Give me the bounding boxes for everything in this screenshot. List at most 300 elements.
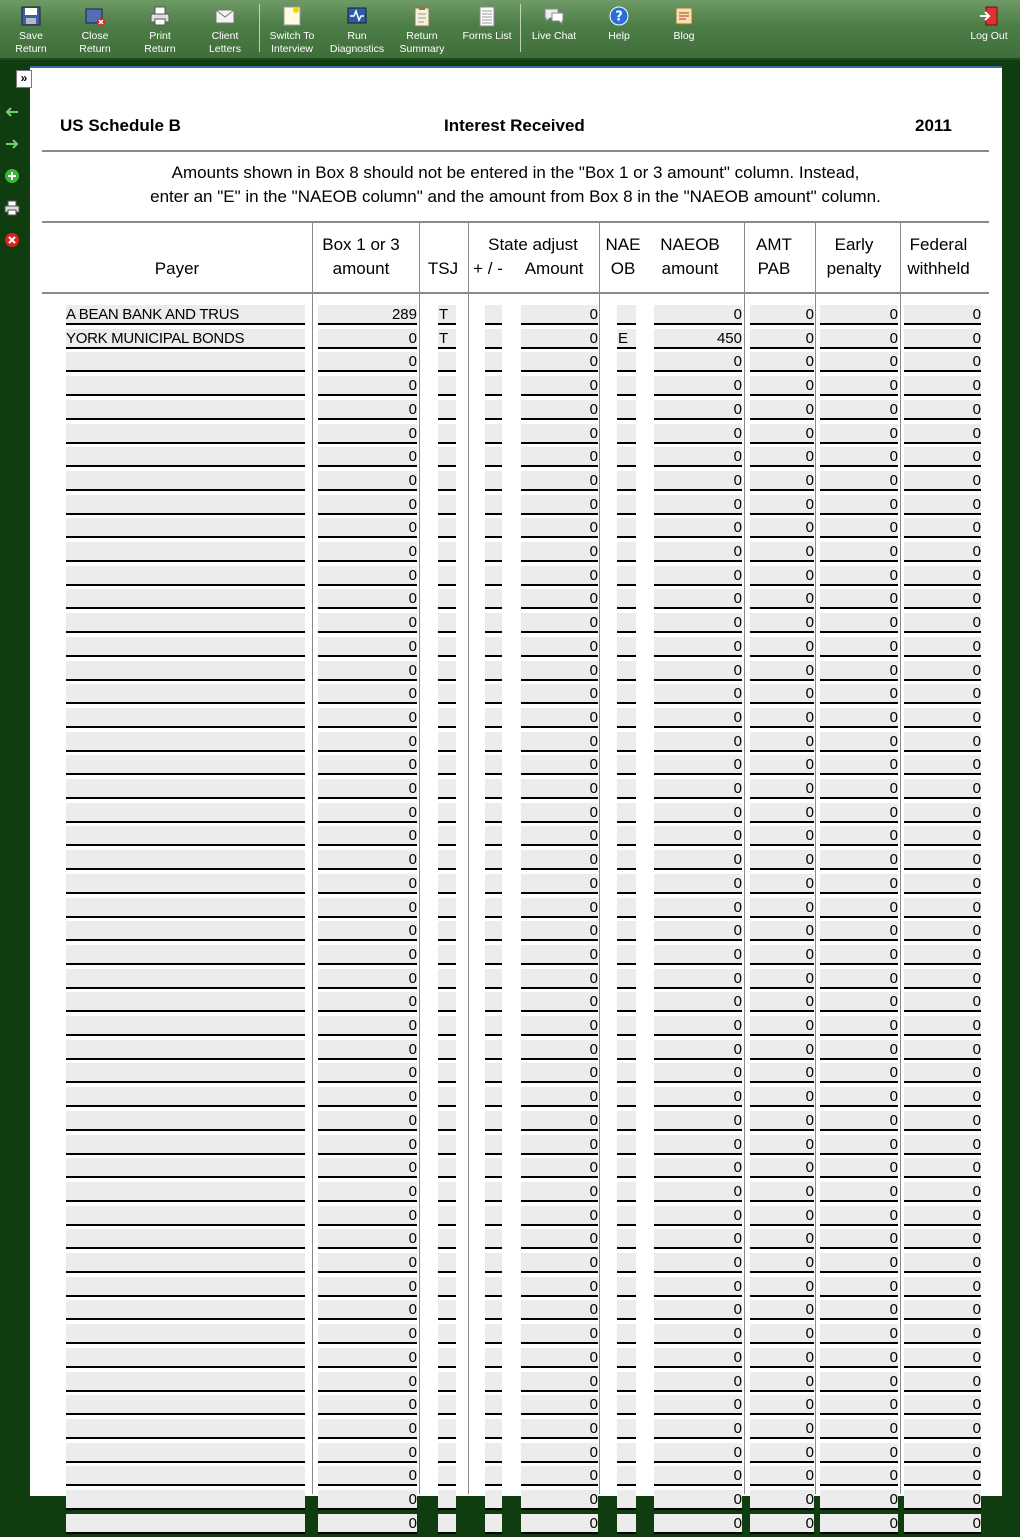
payer-field[interactable] [66, 1348, 305, 1368]
naeob-amount-field[interactable]: 0 [654, 1135, 742, 1155]
tsj-field[interactable] [438, 969, 456, 989]
federal-withheld-field[interactable]: 0 [904, 1443, 981, 1463]
state-adjust-amount-field[interactable]: 0 [521, 1466, 598, 1486]
list-button[interactable] [456, 3, 518, 57]
amt-pab-field[interactable]: 0 [750, 874, 814, 894]
naeob-amount-field[interactable]: 0 [654, 400, 742, 420]
state-adjust-amount-field[interactable]: 0 [521, 518, 598, 538]
naeob-code-field[interactable] [617, 874, 636, 894]
payer-field[interactable] [66, 1466, 305, 1486]
state-adjust-amount-field[interactable]: 0 [521, 1443, 598, 1463]
early-penalty-field[interactable]: 0 [820, 424, 898, 444]
state-adjust-sign-field[interactable] [485, 1395, 502, 1415]
payer-field[interactable] [66, 1206, 305, 1226]
collapse-panel-toggle[interactable]: » [16, 70, 32, 88]
tsj-field[interactable] [438, 1514, 456, 1534]
diagnostics-button[interactable] [326, 3, 388, 57]
federal-withheld-field[interactable]: 0 [904, 352, 981, 372]
naeob-amount-field[interactable]: 0 [654, 471, 742, 491]
tsj-field[interactable] [438, 1087, 456, 1107]
amt-pab-field[interactable]: 0 [750, 352, 814, 372]
amt-pab-field[interactable]: 0 [750, 1229, 814, 1249]
amt-pab-field[interactable]: 0 [750, 708, 814, 728]
naeob-amount-field[interactable]: 0 [654, 945, 742, 965]
payer-field[interactable] [66, 471, 305, 491]
state-adjust-sign-field[interactable] [485, 1040, 502, 1060]
payer-field[interactable] [66, 1443, 305, 1463]
state-adjust-sign-field[interactable] [485, 1490, 502, 1510]
tsj-field[interactable] [438, 376, 456, 396]
state-adjust-amount-field[interactable]: 0 [521, 1372, 598, 1392]
state-adjust-amount-field[interactable]: 0 [521, 708, 598, 728]
state-adjust-amount-field[interactable]: 0 [521, 1395, 598, 1415]
federal-withheld-field[interactable]: 0 [904, 732, 981, 752]
amt-pab-field[interactable]: 0 [750, 400, 814, 420]
federal-withheld-field[interactable]: 0 [904, 1206, 981, 1226]
early-penalty-field[interactable]: 0 [820, 613, 898, 633]
payer-field[interactable] [66, 1229, 305, 1249]
naeob-code-field[interactable] [617, 755, 636, 775]
federal-withheld-field[interactable]: 0 [904, 1135, 981, 1155]
box1-amount-field[interactable]: 0 [318, 992, 417, 1012]
state-adjust-sign-field[interactable] [485, 518, 502, 538]
federal-withheld-field[interactable]: 0 [904, 424, 981, 444]
payer-field[interactable] [66, 1419, 305, 1439]
amt-pab-field[interactable]: 0 [750, 684, 814, 704]
box1-amount-field[interactable]: 0 [318, 1514, 417, 1534]
tsj-field[interactable] [438, 898, 456, 918]
box1-amount-field[interactable]: 0 [318, 376, 417, 396]
naeob-code-field[interactable] [617, 1419, 636, 1439]
box1-amount-field[interactable]: 0 [318, 1087, 417, 1107]
naeob-code-field[interactable] [617, 1466, 636, 1486]
state-adjust-sign-field[interactable] [485, 589, 502, 609]
early-penalty-field[interactable]: 0 [820, 1063, 898, 1083]
state-adjust-sign-field[interactable] [485, 1158, 502, 1178]
state-adjust-sign-field[interactable] [485, 755, 502, 775]
federal-withheld-field[interactable]: 0 [904, 542, 981, 562]
tsj-field[interactable] [438, 1277, 456, 1297]
tsj-field[interactable] [438, 518, 456, 538]
federal-withheld-field[interactable]: 0 [904, 589, 981, 609]
payer-field[interactable] [66, 352, 305, 372]
tsj-field[interactable] [438, 1158, 456, 1178]
early-penalty-field[interactable]: 0 [820, 708, 898, 728]
tsj-field[interactable] [438, 589, 456, 609]
amt-pab-field[interactable]: 0 [750, 1277, 814, 1297]
naeob-code-field[interactable] [617, 376, 636, 396]
naeob-code-field[interactable] [617, 1111, 636, 1131]
state-adjust-amount-field[interactable]: 0 [521, 1040, 598, 1060]
federal-withheld-field[interactable]: 0 [904, 1395, 981, 1415]
tsj-field[interactable] [438, 945, 456, 965]
amt-pab-field[interactable]: 0 [750, 495, 814, 515]
early-penalty-field[interactable]: 0 [820, 661, 898, 681]
tsj-field[interactable] [438, 708, 456, 728]
federal-withheld-field[interactable]: 0 [904, 1229, 981, 1249]
early-penalty-field[interactable]: 0 [820, 1040, 898, 1060]
tsj-field[interactable] [438, 1229, 456, 1249]
state-adjust-sign-field[interactable] [485, 803, 502, 823]
federal-withheld-field[interactable]: 0 [904, 850, 981, 870]
naeob-amount-field[interactable]: 0 [654, 992, 742, 1012]
payer-field[interactable] [66, 1016, 305, 1036]
state-adjust-sign-field[interactable] [485, 1419, 502, 1439]
federal-withheld-field[interactable]: 0 [904, 495, 981, 515]
state-adjust-amount-field[interactable]: 0 [521, 589, 598, 609]
naeob-code-field[interactable] [617, 898, 636, 918]
payer-field[interactable] [66, 850, 305, 870]
state-adjust-amount-field[interactable]: 0 [521, 1419, 598, 1439]
state-adjust-amount-field[interactable]: 0 [521, 661, 598, 681]
state-adjust-sign-field[interactable] [485, 447, 502, 467]
early-penalty-field[interactable]: 0 [820, 826, 898, 846]
tsj-field[interactable] [438, 424, 456, 444]
payer-field[interactable] [66, 1324, 305, 1344]
federal-withheld-field[interactable]: 0 [904, 1158, 981, 1178]
box1-amount-field[interactable]: 0 [318, 969, 417, 989]
state-adjust-amount-field[interactable]: 0 [521, 1111, 598, 1131]
naeob-code-field[interactable] [617, 1229, 636, 1249]
payer-field[interactable] [66, 1158, 305, 1178]
naeob-code-field[interactable] [617, 969, 636, 989]
early-penalty-field[interactable]: 0 [820, 945, 898, 965]
tsj-field[interactable] [438, 1300, 456, 1320]
amt-pab-field[interactable]: 0 [750, 589, 814, 609]
federal-withheld-field[interactable]: 0 [904, 305, 981, 325]
state-adjust-amount-field[interactable]: 0 [521, 684, 598, 704]
early-penalty-field[interactable]: 0 [820, 1466, 898, 1486]
state-adjust-amount-field[interactable]: 0 [521, 1300, 598, 1320]
box1-amount-field[interactable]: 0 [318, 352, 417, 372]
box1-amount-field[interactable]: 0 [318, 637, 417, 657]
early-penalty-field[interactable]: 0 [820, 1135, 898, 1155]
state-adjust-amount-field[interactable]: 0 [521, 1490, 598, 1510]
state-adjust-sign-field[interactable] [485, 613, 502, 633]
federal-withheld-field[interactable]: 0 [904, 518, 981, 538]
tsj-field[interactable] [438, 1206, 456, 1226]
naeob-amount-field[interactable]: 0 [654, 1324, 742, 1344]
state-adjust-amount-field[interactable]: 0 [521, 969, 598, 989]
print-icon[interactable] [4, 200, 20, 216]
early-penalty-field[interactable]: 0 [820, 518, 898, 538]
payer-field[interactable] [66, 1087, 305, 1107]
naeob-code-field[interactable] [617, 945, 636, 965]
naeob-amount-field[interactable]: 0 [654, 1111, 742, 1131]
federal-withheld-field[interactable]: 0 [904, 779, 981, 799]
naeob-code-field[interactable] [617, 1040, 636, 1060]
box1-amount-field[interactable]: 0 [318, 329, 417, 349]
naeob-code-field[interactable] [617, 566, 636, 586]
federal-withheld-field[interactable]: 0 [904, 708, 981, 728]
naeob-code-field[interactable] [617, 1514, 636, 1534]
box1-amount-field[interactable]: 0 [318, 850, 417, 870]
amt-pab-field[interactable]: 0 [750, 471, 814, 491]
early-penalty-field[interactable]: 0 [820, 1419, 898, 1439]
box1-amount-field[interactable]: 0 [318, 1253, 417, 1273]
tsj-field[interactable] [438, 779, 456, 799]
state-adjust-sign-field[interactable] [485, 1253, 502, 1273]
state-adjust-sign-field[interactable] [485, 969, 502, 989]
naeob-code-field[interactable] [617, 1324, 636, 1344]
early-penalty-field[interactable]: 0 [820, 1514, 898, 1534]
federal-withheld-field[interactable]: 0 [904, 1324, 981, 1344]
state-adjust-amount-field[interactable]: 0 [521, 921, 598, 941]
naeob-code-field[interactable] [617, 708, 636, 728]
payer-field[interactable] [66, 969, 305, 989]
naeob-code-field[interactable] [617, 1395, 636, 1415]
naeob-amount-field[interactable]: 0 [654, 305, 742, 325]
state-adjust-sign-field[interactable] [485, 898, 502, 918]
state-adjust-sign-field[interactable] [485, 1324, 502, 1344]
box1-amount-field[interactable]: 0 [318, 945, 417, 965]
box1-amount-field[interactable]: 0 [318, 1348, 417, 1368]
payer-field[interactable] [66, 708, 305, 728]
amt-pab-field[interactable]: 0 [750, 1490, 814, 1510]
naeob-amount-field[interactable]: 0 [654, 969, 742, 989]
state-adjust-sign-field[interactable] [485, 992, 502, 1012]
tsj-field[interactable] [438, 1443, 456, 1463]
delete-icon[interactable] [4, 232, 20, 248]
federal-withheld-field[interactable]: 0 [904, 637, 981, 657]
state-adjust-sign-field[interactable] [485, 684, 502, 704]
state-adjust-amount-field[interactable]: 0 [521, 898, 598, 918]
box1-amount-field[interactable]: 0 [318, 1111, 417, 1131]
naeob-amount-field[interactable]: 0 [654, 495, 742, 515]
tsj-field[interactable] [438, 874, 456, 894]
box1-amount-field[interactable]: 0 [318, 1206, 417, 1226]
naeob-code-field[interactable] [617, 1253, 636, 1273]
state-adjust-sign-field[interactable] [485, 826, 502, 846]
tsj-field[interactable] [438, 471, 456, 491]
amt-pab-field[interactable]: 0 [750, 898, 814, 918]
state-adjust-amount-field[interactable]: 0 [521, 1348, 598, 1368]
early-penalty-field[interactable]: 0 [820, 874, 898, 894]
naeob-code-field[interactable] [617, 1158, 636, 1178]
state-adjust-sign-field[interactable] [485, 376, 502, 396]
amt-pab-field[interactable]: 0 [750, 1253, 814, 1273]
naeob-amount-field[interactable]: 0 [654, 637, 742, 657]
box1-amount-field[interactable]: 0 [318, 1182, 417, 1202]
state-adjust-sign-field[interactable] [485, 1111, 502, 1131]
state-adjust-amount-field[interactable]: 0 [521, 566, 598, 586]
tsj-field[interactable] [438, 1016, 456, 1036]
amt-pab-field[interactable]: 0 [750, 779, 814, 799]
box1-amount-field[interactable]: 0 [318, 1016, 417, 1036]
early-penalty-field[interactable]: 0 [820, 329, 898, 349]
state-adjust-sign-field[interactable] [485, 1300, 502, 1320]
box1-amount-field[interactable]: 0 [318, 755, 417, 775]
naeob-amount-field[interactable]: 0 [654, 708, 742, 728]
tsj-field[interactable] [438, 1135, 456, 1155]
federal-withheld-field[interactable]: 0 [904, 1514, 981, 1534]
state-adjust-amount-field[interactable]: 0 [521, 1087, 598, 1107]
naeob-code-field[interactable] [617, 424, 636, 444]
tsj-field[interactable] [438, 1182, 456, 1202]
naeob-code-field[interactable] [617, 542, 636, 562]
payer-field[interactable] [66, 921, 305, 941]
early-penalty-field[interactable]: 0 [820, 400, 898, 420]
state-adjust-amount-field[interactable]: 0 [521, 542, 598, 562]
federal-withheld-field[interactable]: 0 [904, 1372, 981, 1392]
early-penalty-field[interactable]: 0 [820, 992, 898, 1012]
add-icon[interactable] [4, 168, 20, 184]
naeob-code-field[interactable] [617, 661, 636, 681]
federal-withheld-field[interactable]: 0 [904, 874, 981, 894]
early-penalty-field[interactable]: 0 [820, 755, 898, 775]
tsj-field[interactable] [438, 447, 456, 467]
payer-field[interactable] [66, 898, 305, 918]
naeob-code-field[interactable] [617, 1277, 636, 1297]
naeob-code-field[interactable] [617, 305, 636, 325]
state-adjust-sign-field[interactable] [485, 945, 502, 965]
state-adjust-amount-field[interactable]: 0 [521, 495, 598, 515]
state-adjust-amount-field[interactable]: 0 [521, 945, 598, 965]
early-penalty-field[interactable]: 0 [820, 1182, 898, 1202]
state-adjust-sign-field[interactable] [485, 400, 502, 420]
payer-field[interactable] [66, 1063, 305, 1083]
payer-field[interactable] [66, 400, 305, 420]
early-penalty-field[interactable]: 0 [820, 305, 898, 325]
naeob-amount-field[interactable]: 0 [654, 1419, 742, 1439]
box1-amount-field[interactable]: 0 [318, 803, 417, 823]
amt-pab-field[interactable]: 0 [750, 803, 814, 823]
tsj-field[interactable] [438, 1111, 456, 1131]
naeob-code-field[interactable]: E [617, 329, 636, 349]
amt-pab-field[interactable]: 0 [750, 447, 814, 467]
tsj-field[interactable] [438, 803, 456, 823]
box1-amount-field[interactable]: 0 [318, 589, 417, 609]
early-penalty-field[interactable]: 0 [820, 898, 898, 918]
naeob-amount-field[interactable]: 0 [654, 1514, 742, 1534]
amt-pab-field[interactable]: 0 [750, 1466, 814, 1486]
amt-pab-field[interactable]: 0 [750, 1419, 814, 1439]
naeob-amount-field[interactable]: 0 [654, 1466, 742, 1486]
state-adjust-sign-field[interactable] [485, 329, 502, 349]
naeob-amount-field[interactable]: 0 [654, 1277, 742, 1297]
amt-pab-field[interactable]: 0 [750, 542, 814, 562]
naeob-amount-field[interactable]: 0 [654, 376, 742, 396]
early-penalty-field[interactable]: 0 [820, 969, 898, 989]
early-penalty-field[interactable]: 0 [820, 376, 898, 396]
box1-amount-field[interactable]: 0 [318, 447, 417, 467]
tsj-field[interactable] [438, 850, 456, 870]
amt-pab-field[interactable]: 0 [750, 1372, 814, 1392]
box1-amount-field[interactable]: 0 [318, 518, 417, 538]
amt-pab-field[interactable]: 0 [750, 1348, 814, 1368]
early-penalty-field[interactable]: 0 [820, 850, 898, 870]
federal-withheld-field[interactable]: 0 [904, 1016, 981, 1036]
box1-amount-field[interactable]: 0 [318, 1490, 417, 1510]
naeob-amount-field[interactable]: 0 [654, 1206, 742, 1226]
naeob-code-field[interactable] [617, 1135, 636, 1155]
state-adjust-sign-field[interactable] [485, 1182, 502, 1202]
early-penalty-field[interactable]: 0 [820, 637, 898, 657]
tsj-field[interactable] [438, 1253, 456, 1273]
naeob-amount-field[interactable]: 0 [654, 1040, 742, 1060]
federal-withheld-field[interactable]: 0 [904, 1182, 981, 1202]
naeob-code-field[interactable] [617, 826, 636, 846]
naeob-code-field[interactable] [617, 447, 636, 467]
payer-field[interactable] [66, 779, 305, 799]
federal-withheld-field[interactable]: 0 [904, 992, 981, 1012]
payer-field[interactable] [66, 447, 305, 467]
early-penalty-field[interactable]: 0 [820, 1324, 898, 1344]
box1-amount-field[interactable]: 0 [318, 1277, 417, 1297]
state-adjust-sign-field[interactable] [485, 1016, 502, 1036]
amt-pab-field[interactable]: 0 [750, 1087, 814, 1107]
amt-pab-field[interactable]: 0 [750, 732, 814, 752]
naeob-code-field[interactable] [617, 1490, 636, 1510]
amt-pab-field[interactable]: 0 [750, 637, 814, 657]
amt-pab-field[interactable]: 0 [750, 921, 814, 941]
state-adjust-amount-field[interactable]: 0 [521, 992, 598, 1012]
envelope-button[interactable] [194, 3, 256, 57]
naeob-code-field[interactable] [617, 352, 636, 372]
state-adjust-sign-field[interactable] [485, 1087, 502, 1107]
federal-withheld-field[interactable]: 0 [904, 1466, 981, 1486]
federal-withheld-field[interactable]: 0 [904, 945, 981, 965]
naeob-code-field[interactable] [617, 1087, 636, 1107]
naeob-amount-field[interactable]: 0 [654, 732, 742, 752]
box1-amount-field[interactable]: 0 [318, 542, 417, 562]
federal-withheld-field[interactable]: 0 [904, 1111, 981, 1131]
box1-amount-field[interactable]: 0 [318, 1300, 417, 1320]
state-adjust-amount-field[interactable]: 0 [521, 613, 598, 633]
state-adjust-amount-field[interactable]: 0 [521, 803, 598, 823]
state-adjust-sign-field[interactable] [485, 566, 502, 586]
amt-pab-field[interactable]: 0 [750, 566, 814, 586]
payer-field[interactable] [66, 1395, 305, 1415]
federal-withheld-field[interactable]: 0 [904, 1063, 981, 1083]
naeob-amount-field[interactable]: 0 [654, 755, 742, 775]
naeob-amount-field[interactable]: 0 [654, 850, 742, 870]
early-penalty-field[interactable]: 0 [820, 1206, 898, 1226]
box1-amount-field[interactable]: 0 [318, 874, 417, 894]
state-adjust-sign-field[interactable] [485, 779, 502, 799]
amt-pab-field[interactable]: 0 [750, 1182, 814, 1202]
naeob-code-field[interactable] [617, 471, 636, 491]
state-adjust-sign-field[interactable] [485, 732, 502, 752]
payer-field[interactable] [66, 945, 305, 965]
federal-withheld-field[interactable]: 0 [904, 1253, 981, 1273]
amt-pab-field[interactable]: 0 [750, 1324, 814, 1344]
amt-pab-field[interactable]: 0 [750, 376, 814, 396]
federal-withheld-field[interactable]: 0 [904, 755, 981, 775]
early-penalty-field[interactable]: 0 [820, 921, 898, 941]
tsj-field[interactable] [438, 1419, 456, 1439]
payer-field[interactable] [66, 1490, 305, 1510]
early-penalty-field[interactable]: 0 [820, 566, 898, 586]
federal-withheld-field[interactable]: 0 [904, 1040, 981, 1060]
state-adjust-amount-field[interactable]: 0 [521, 1229, 598, 1249]
amt-pab-field[interactable]: 0 [750, 1135, 814, 1155]
interview-button[interactable] [261, 3, 323, 57]
early-penalty-field[interactable]: 0 [820, 732, 898, 752]
tsj-field[interactable] [438, 732, 456, 752]
tsj-field[interactable] [438, 352, 456, 372]
payer-field[interactable] [66, 613, 305, 633]
state-adjust-amount-field[interactable]: 0 [521, 1253, 598, 1273]
early-penalty-field[interactable]: 0 [820, 1395, 898, 1415]
amt-pab-field[interactable]: 0 [750, 945, 814, 965]
state-adjust-sign-field[interactable] [485, 708, 502, 728]
naeob-code-field[interactable] [617, 1016, 636, 1036]
box1-amount-field[interactable]: 0 [318, 613, 417, 633]
amt-pab-field[interactable]: 0 [750, 329, 814, 349]
amt-pab-field[interactable]: 0 [750, 518, 814, 538]
state-adjust-amount-field[interactable]: 0 [521, 779, 598, 799]
